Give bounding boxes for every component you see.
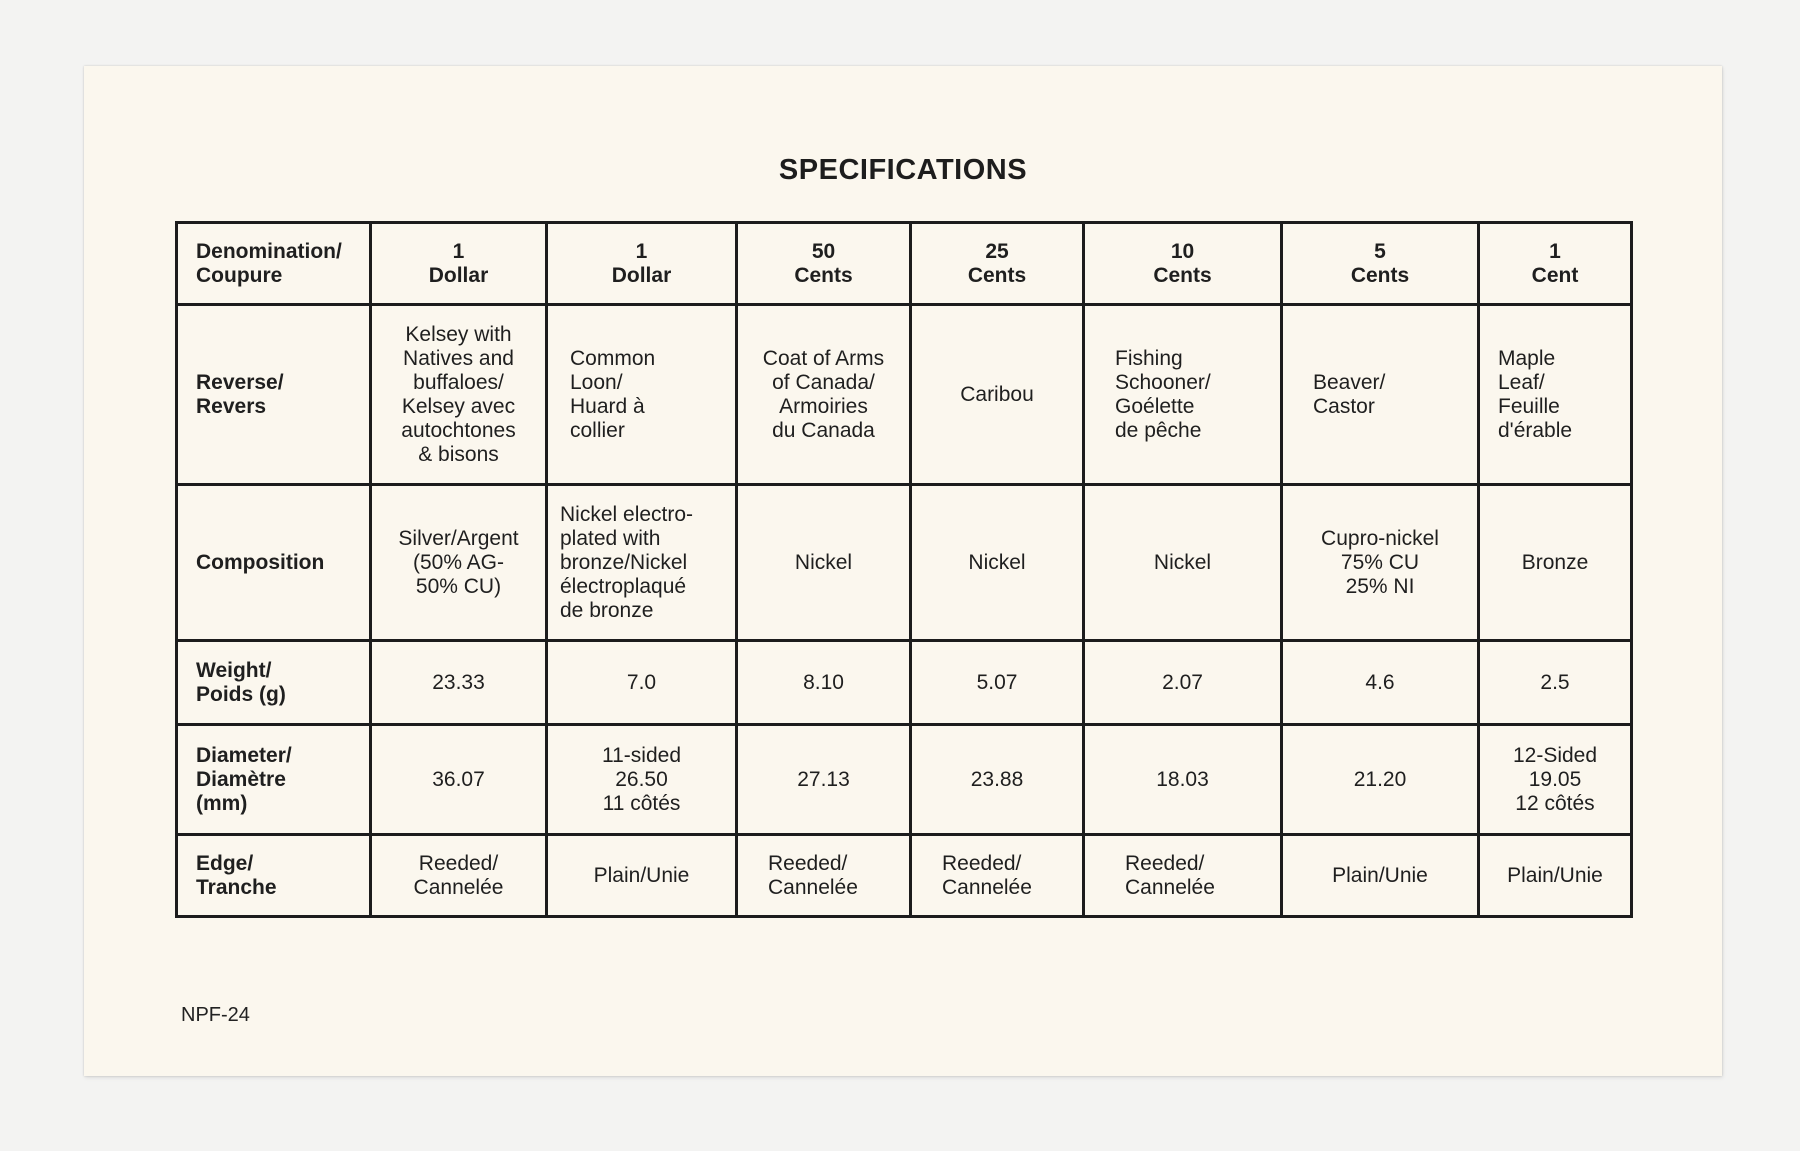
cell-reverse-10-cents: Fishing Schooner/ Goélette de pêche (1084, 305, 1282, 485)
page-title: SPECIFICATIONS (778, 154, 1028, 186)
cell-composition-1-dollar-loon: Nickel electro- plated with bronze/Nickel électroplaqué de bronze (547, 485, 737, 641)
edge-row (177, 835, 1632, 917)
cell-diameter-5-cents: 21.20 (1282, 725, 1479, 835)
cell-composition-1-cent: Bronze (1479, 485, 1632, 641)
cell-diameter-10-cents: 18.03 (1084, 725, 1282, 835)
cell-denomination-1-cent: 1 Cent (1479, 223, 1632, 305)
cell-diameter-50-cents: 27.13 (737, 725, 911, 835)
reverse-row (177, 305, 1632, 485)
cell-denomination-50-cents: 50 Cents (737, 223, 911, 305)
cell-weight-5-cents: 4.6 (1282, 641, 1479, 725)
row-header-diameter: Diameter/ Diamètre (mm) (177, 725, 371, 835)
cell-reverse-5-cents: Beaver/ Castor (1282, 305, 1479, 485)
cell-reverse-1-cent: Maple Leaf/ Feuille d'érable (1479, 305, 1632, 485)
cell-edge-5-cents: Plain/Unie (1282, 835, 1479, 917)
weight-row (177, 641, 1632, 725)
row-header-edge: Edge/ Tranche (177, 835, 371, 917)
row-header-denomination: Denomination/ Coupure (177, 223, 371, 305)
cell-reverse-1-dollar-kelsey: Kelsey with Natives and buffaloes/ Kelsey avec autochtones & bisons (371, 305, 547, 485)
cell-denomination-1-dollar-kelsey: 1 Dollar (371, 223, 547, 305)
cell-weight-1-dollar-kelsey: 23.33 (371, 641, 547, 725)
cell-composition-1-dollar-kelsey: Silver/Argent (50% AG- 50% CU) (371, 485, 547, 641)
cell-composition-25-cents: Nickel (911, 485, 1084, 641)
cell-denomination-1-dollar-loon: 1 Dollar (547, 223, 737, 305)
document-code: NPF-24 (181, 1004, 250, 1026)
cell-edge-1-cent: Plain/Unie (1479, 835, 1632, 917)
cell-denomination-10-cents: 10 Cents (1084, 223, 1282, 305)
row-header-composition: Composition (177, 485, 371, 641)
cell-edge-1-dollar-kelsey: Reeded/ Cannelée (371, 835, 547, 917)
cell-composition-10-cents: Nickel (1084, 485, 1282, 641)
denomination-row (177, 223, 1632, 305)
composition-row (177, 485, 1632, 641)
row-header-reverse: Reverse/ Revers (177, 305, 371, 485)
diameter-row (177, 725, 1632, 835)
specifications-table (175, 221, 1633, 918)
cell-diameter-1-cent: 12-Sided 19.05 12 côtés (1479, 725, 1632, 835)
cell-denomination-5-cents: 5 Cents (1282, 223, 1479, 305)
cell-edge-50-cents: Reeded/ Cannelée (737, 835, 911, 917)
cell-composition-5-cents: Cupro-nickel 75% CU 25% NI (1282, 485, 1479, 641)
cell-diameter-1-dollar-kelsey: 36.07 (371, 725, 547, 835)
cell-diameter-25-cents: 23.88 (911, 725, 1084, 835)
cell-weight-25-cents: 5.07 (911, 641, 1084, 725)
cell-weight-1-cent: 2.5 (1479, 641, 1632, 725)
cell-diameter-1-dollar-loon: 11-sided 26.50 11 côtés (547, 725, 737, 835)
cell-edge-25-cents: Reeded/ Cannelée (911, 835, 1084, 917)
cell-denomination-25-cents: 25 Cents (911, 223, 1084, 305)
cell-edge-1-dollar-loon: Plain/Unie (547, 835, 737, 917)
cell-reverse-50-cents: Coat of Arms of Canada/ Armoiries du Canada (737, 305, 911, 485)
row-header-weight: Weight/ Poids (g) (177, 641, 371, 725)
cell-weight-10-cents: 2.07 (1084, 641, 1282, 725)
specification-card (84, 66, 1722, 1076)
cell-weight-50-cents: 8.10 (737, 641, 911, 725)
cell-weight-1-dollar-loon: 7.0 (547, 641, 737, 725)
cell-composition-50-cents: Nickel (737, 485, 911, 641)
cell-reverse-25-cents: Caribou (911, 305, 1084, 485)
cell-reverse-1-dollar-loon: Common Loon/ Huard à collier (547, 305, 737, 485)
cell-edge-10-cents: Reeded/ Cannelée (1084, 835, 1282, 917)
